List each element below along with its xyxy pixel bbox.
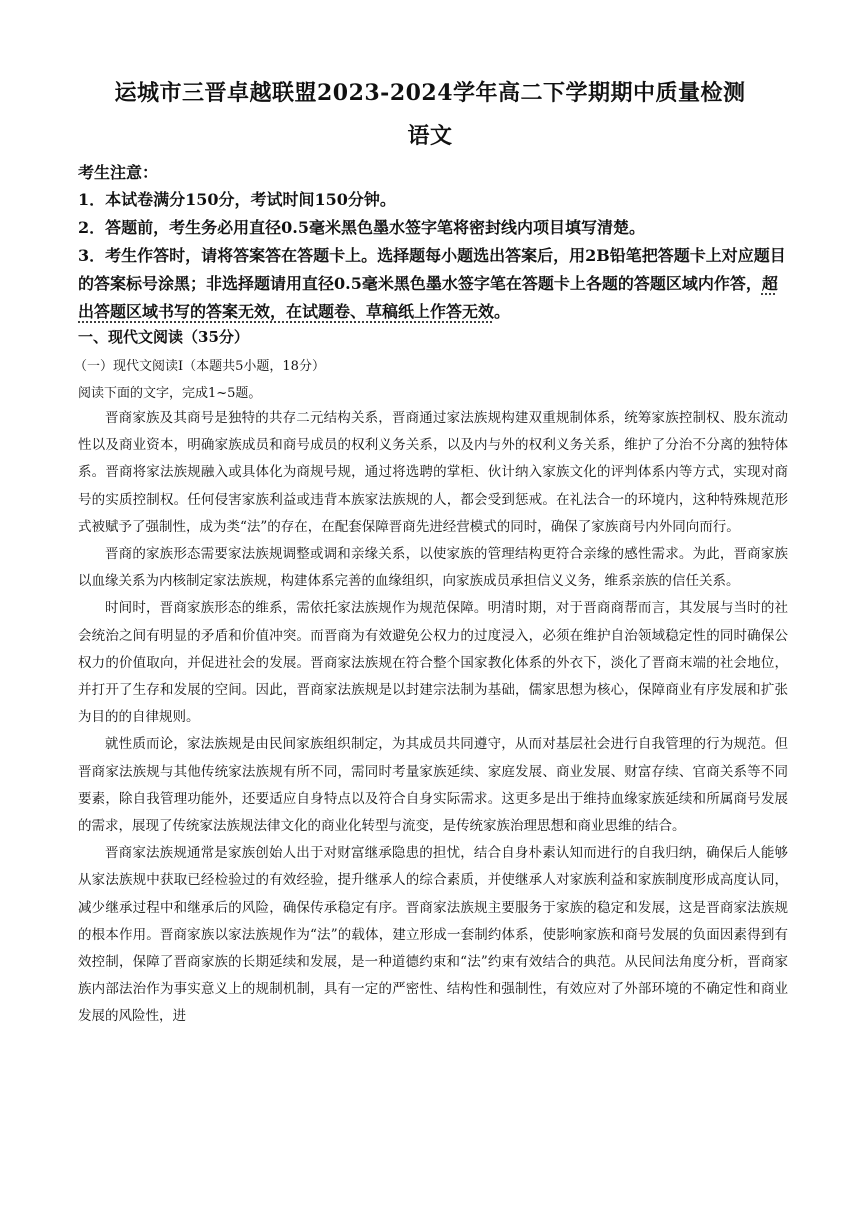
passage-paragraph-3: 时间时，晋商家族形态的维系，需依托家法族规作为规范保障。明清时期，对于晋商商帮而言，其发展与当时的社会统治之间有明显的矛盾和价值冲突。而晋商为有效避免公权力的过度浸入，必须在维护自治领域稳定性的同时确保公权力的价值取向，并促进社会的发展。晋商家法族规在符合整个国家教化体系的外衣下，淡化了晋商末端的社会地位，并打开了生存和发展的空间。因此，晋商家法族规是以封建宗法制为基础，儒家思想为核心，保障商业有序发展和扩张为目的的自律规则。 [78, 600, 788, 726]
notice-item-3 [78, 242, 790, 326]
section-heading: 一、现代文阅读（35分） [78, 328, 249, 346]
notice-item-2: 2．答题前，考生务必用直径0.5毫米黑色墨水签字笔将密封线内项目填写清楚。 [78, 218, 645, 237]
notice-heading: 考生注意： [78, 163, 159, 182]
notice-item-3-text: 3．考生作答时，请将答案答在答题卡上。选择题每小题选出答案后，用2B铅笔把答题卡上对应题目的答案标号涂黑；非选择题请用直径0.5毫米黑色墨水签字笔在答题卡上各题的答题区域内作答， [78, 246, 786, 293]
passage-paragraph-2: 晋商的家族形态需要家法族规调整或调和亲缘关系，以使家族的管理结构更符合亲缘的感性需求。为此，晋商家族以血缘关系为内核制定家法族规，构建体系完善的血缘组织，向家族成员承担信义义务，维系亲族的信任关系。 [78, 546, 788, 590]
notice-item-1: 1．本试卷满分150分，考试时间150分钟。 [78, 190, 396, 209]
passage-paragraph-5: 晋商家法族规通常是家族创始人出于对财富继承隐患的担忧，结合自身朴素认知而进行的自我归纳，确保后人能够从家法族规中获取已经检验过的有效经验，提升继承人的综合素质，并使继承人对家族利益和家族制度形成高度认同，减少继承过程中和继承后的风险，确保传承稳定有序。晋商家法族规主要服务于家族的稳定和发展，这是晋商家法族规的根本作用。晋商家族以家法族规作为“法”的载体，建立形成一套制约体系，使影响家族和商号发展的负面因素得到有效控制，保障了晋商家族的长期延续和发展，是一种道德约束和“法”约束有效结合的典范。从民间法角度分析，晋商家族内部法治作为事实意义上的规制机制，具有一定的严密性、结构性和强制性，有效应对了外部环境的不确定性和商业发展的风险性，进 [78, 845, 788, 1025]
section-subheading: （一）现代文阅读Ⅰ（本题共5小题，18分） [74, 359, 325, 374]
notice-item-3-emphasis: 超出答题区域书写的答案无效，在试题卷、草稿纸上作答无效 [78, 274, 778, 321]
reading-instruction: 阅读下面的文字，完成1~5题。 [78, 386, 262, 401]
passage-paragraph-1: 晋商家族及其商号是独特的共存二元结构关系，晋商通过家法族规构建双重规制体系，统筹家族控制权、股东流动性以及商业资本，明确家族成员和商号成员的权利义务关系，以及内与外的权利义务关系，维护了分治不分离的独特体系。晋商将家法族规融入或具体化为商规号规，通过将选聘的掌柜、伙计纳入家族文化的评判体系内等方式，实现对商号的实质控制权。任何侵害家族利益或违背本族家法族规的人，都会受到惩戒。在礼法合一的环境内，这种特殊规范形式被赋予了强制性，成为类“法”的存在，在配套保障晋商先进经营模式的同时，确保了家族商号内外同向而行。 [78, 410, 788, 535]
passage-paragraph-4: 就性质而论，家法族规是由民间家族组织制定，为其成员共同遵守，从而对基层社会进行自我管理的行为规范。但晋商家法族规与其他传统家法族规有所不同，需同时考量家族延续、家庭发展、商业发展、财富存续、官商关系等不同要素，除自我管理功能外，还要适应自身特点以及符合自身实际需求。这更多是出于维持血缘家族延续和所属商号发展的需求，展现了传统家法族规法律文化的商业化转型与流变，是传统家族治理思想和商业思维的结合。 [78, 736, 788, 835]
reading-passage [78, 405, 788, 1031]
exam-title: 运城市三晋卓越联盟2023-2024学年高二下学期期中质量检测 [114, 80, 746, 106]
subject-title: 语文 [407, 123, 453, 149]
notice-item-3-end: 。 [494, 302, 511, 321]
notice-list [78, 186, 790, 326]
